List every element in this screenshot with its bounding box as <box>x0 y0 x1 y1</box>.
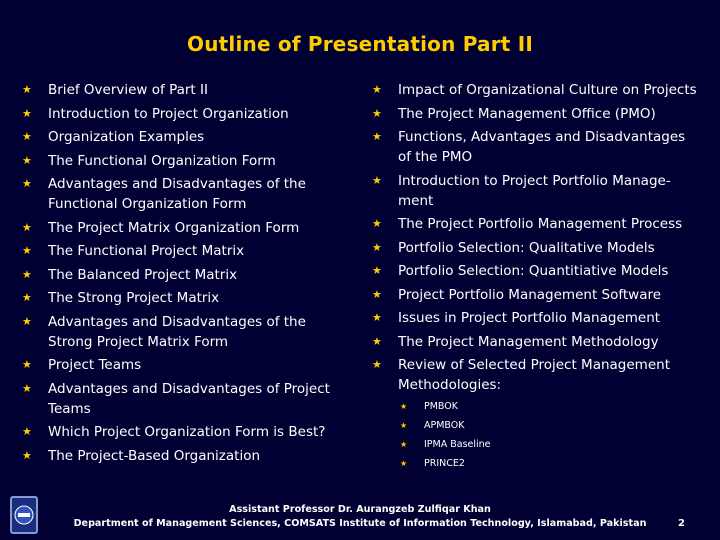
list-item-text: The Project Matrix Organization Form <box>48 219 300 236</box>
list-item-text: Which Project Organization Form is Best? <box>48 424 326 440</box>
slide-title: Outline of Presentation Part II <box>187 32 533 56</box>
list-item <box>372 238 702 258</box>
list-item-text: Advantages and Disadvantages of Project Teams <box>48 380 330 417</box>
star-bullet-icon: ★ <box>372 240 382 254</box>
list-item <box>22 446 332 466</box>
list-item-text: Advantages and Disadvantages of the Strong Project Matrix Form <box>48 313 306 350</box>
list-item <box>22 312 332 352</box>
list-item <box>22 355 332 375</box>
list-item-text: Portfolio Selection: Quantitiative Models <box>398 263 669 279</box>
star-bullet-icon: ★ <box>22 358 32 371</box>
list-item <box>22 174 332 214</box>
star-bullet-icon: ★ <box>372 358 382 371</box>
sub-list-item-text: APMBOK <box>424 420 465 431</box>
list-item-text: Project Teams <box>48 357 142 373</box>
sub-list-item <box>400 401 702 413</box>
sub-list-item <box>400 439 702 451</box>
logo-emblem-icon <box>13 500 35 530</box>
left-column <box>22 80 332 469</box>
list-item <box>372 285 702 305</box>
star-bullet-icon: ★ <box>400 421 408 430</box>
sub-list-item-text: PMBOK <box>424 401 458 412</box>
list-item <box>372 104 702 124</box>
star-bullet-icon: ★ <box>22 220 32 234</box>
sub-list-item-text: IPMA Baseline <box>424 439 491 450</box>
sub-list-item-text: PRINCE2 <box>424 458 465 469</box>
list-item <box>22 80 332 100</box>
list-item-text: The Project Management Office (PMO) <box>398 105 656 122</box>
list-item <box>22 241 332 261</box>
right-column <box>372 80 702 477</box>
star-bullet-icon: ★ <box>22 291 32 304</box>
list-item <box>372 171 702 211</box>
sub-list-item <box>400 458 702 470</box>
star-bullet-icon: ★ <box>372 217 382 230</box>
list-item-text: The Project Management Methodology <box>398 333 659 350</box>
list-item-text: Advantages and Disadvantages of the Functional Organization Form <box>48 176 306 212</box>
list-item <box>22 379 332 419</box>
list-item-text: Portfolio Selection: Qualitative Models <box>398 239 655 256</box>
list-item <box>22 127 332 147</box>
list-item-text: The Project Portfolio Management Process <box>398 216 683 232</box>
list-item <box>372 308 702 328</box>
list-item <box>22 218 332 238</box>
list-item <box>372 261 702 281</box>
star-bullet-icon: ★ <box>22 244 32 257</box>
list-item <box>22 104 332 124</box>
list-item-text: The Functional Organization Form <box>48 152 276 169</box>
list-item-text: Issues in Project Portfolio Management <box>398 310 661 326</box>
list-item-text: The Balanced Project Matrix <box>48 266 238 283</box>
institute-logo <box>10 496 38 534</box>
list-item-text: The Functional Project Matrix <box>48 243 245 259</box>
star-bullet-icon: ★ <box>372 106 382 120</box>
sub-list <box>400 401 702 470</box>
star-bullet-icon: ★ <box>22 381 32 395</box>
star-bullet-icon: ★ <box>22 130 32 143</box>
star-bullet-icon: ★ <box>400 402 408 411</box>
list-item <box>22 288 332 308</box>
list-item-text: Functions, Advantages and Disadvantages of the PMO <box>398 129 686 165</box>
star-bullet-icon: ★ <box>400 459 408 468</box>
star-bullet-icon: ★ <box>372 264 382 277</box>
star-bullet-icon: ★ <box>372 83 382 96</box>
star-bullet-icon: ★ <box>372 334 382 348</box>
star-bullet-icon: ★ <box>372 173 382 187</box>
list-item <box>22 422 332 442</box>
list-item-text: Review of Selected Project Management Methodologies: <box>398 357 670 393</box>
star-bullet-icon: ★ <box>400 440 408 449</box>
list-item-text: Introduction to Project Organization <box>48 105 289 122</box>
list-item-text: The Project-Based Organization <box>48 447 261 464</box>
star-bullet-icon: ★ <box>372 130 382 143</box>
star-bullet-icon: ★ <box>22 177 32 190</box>
star-bullet-icon: ★ <box>22 448 32 462</box>
list-item-text: Project Portfolio Management Software <box>398 286 662 303</box>
star-bullet-icon: ★ <box>22 267 32 281</box>
list-item <box>372 127 702 167</box>
list-item <box>372 80 702 100</box>
star-bullet-icon: ★ <box>22 83 32 96</box>
footer-affiliation: Department of Management Sciences, COMSATS Institute of Information Technology, Islamabad, Pakistan <box>73 518 647 529</box>
star-bullet-icon: ★ <box>22 314 32 328</box>
page-number: 2 <box>678 518 685 529</box>
star-bullet-icon: ★ <box>372 287 382 301</box>
list-item <box>22 151 332 171</box>
list-item <box>372 355 702 395</box>
star-bullet-icon: ★ <box>22 106 32 120</box>
list-item-text: Brief Overview of Part II <box>48 82 208 98</box>
list-item <box>372 332 702 352</box>
list-item-text: The Strong Project Matrix <box>48 290 220 306</box>
star-bullet-icon: ★ <box>372 311 382 324</box>
list-item-text: Introduction to Project Portfolio Manage-ment <box>398 172 671 209</box>
footer-author: Assistant Professor Dr. Aurangzeb Zulfiqar Khan <box>229 504 491 515</box>
sub-list-item <box>400 420 702 432</box>
list-item <box>372 214 702 234</box>
star-bullet-icon: ★ <box>22 153 32 167</box>
star-bullet-icon: ★ <box>22 425 32 438</box>
list-item-text: Organization Examples <box>48 129 205 145</box>
list-item-text: Impact of Organizational Culture on Projects <box>398 82 697 98</box>
list-item <box>22 265 332 285</box>
